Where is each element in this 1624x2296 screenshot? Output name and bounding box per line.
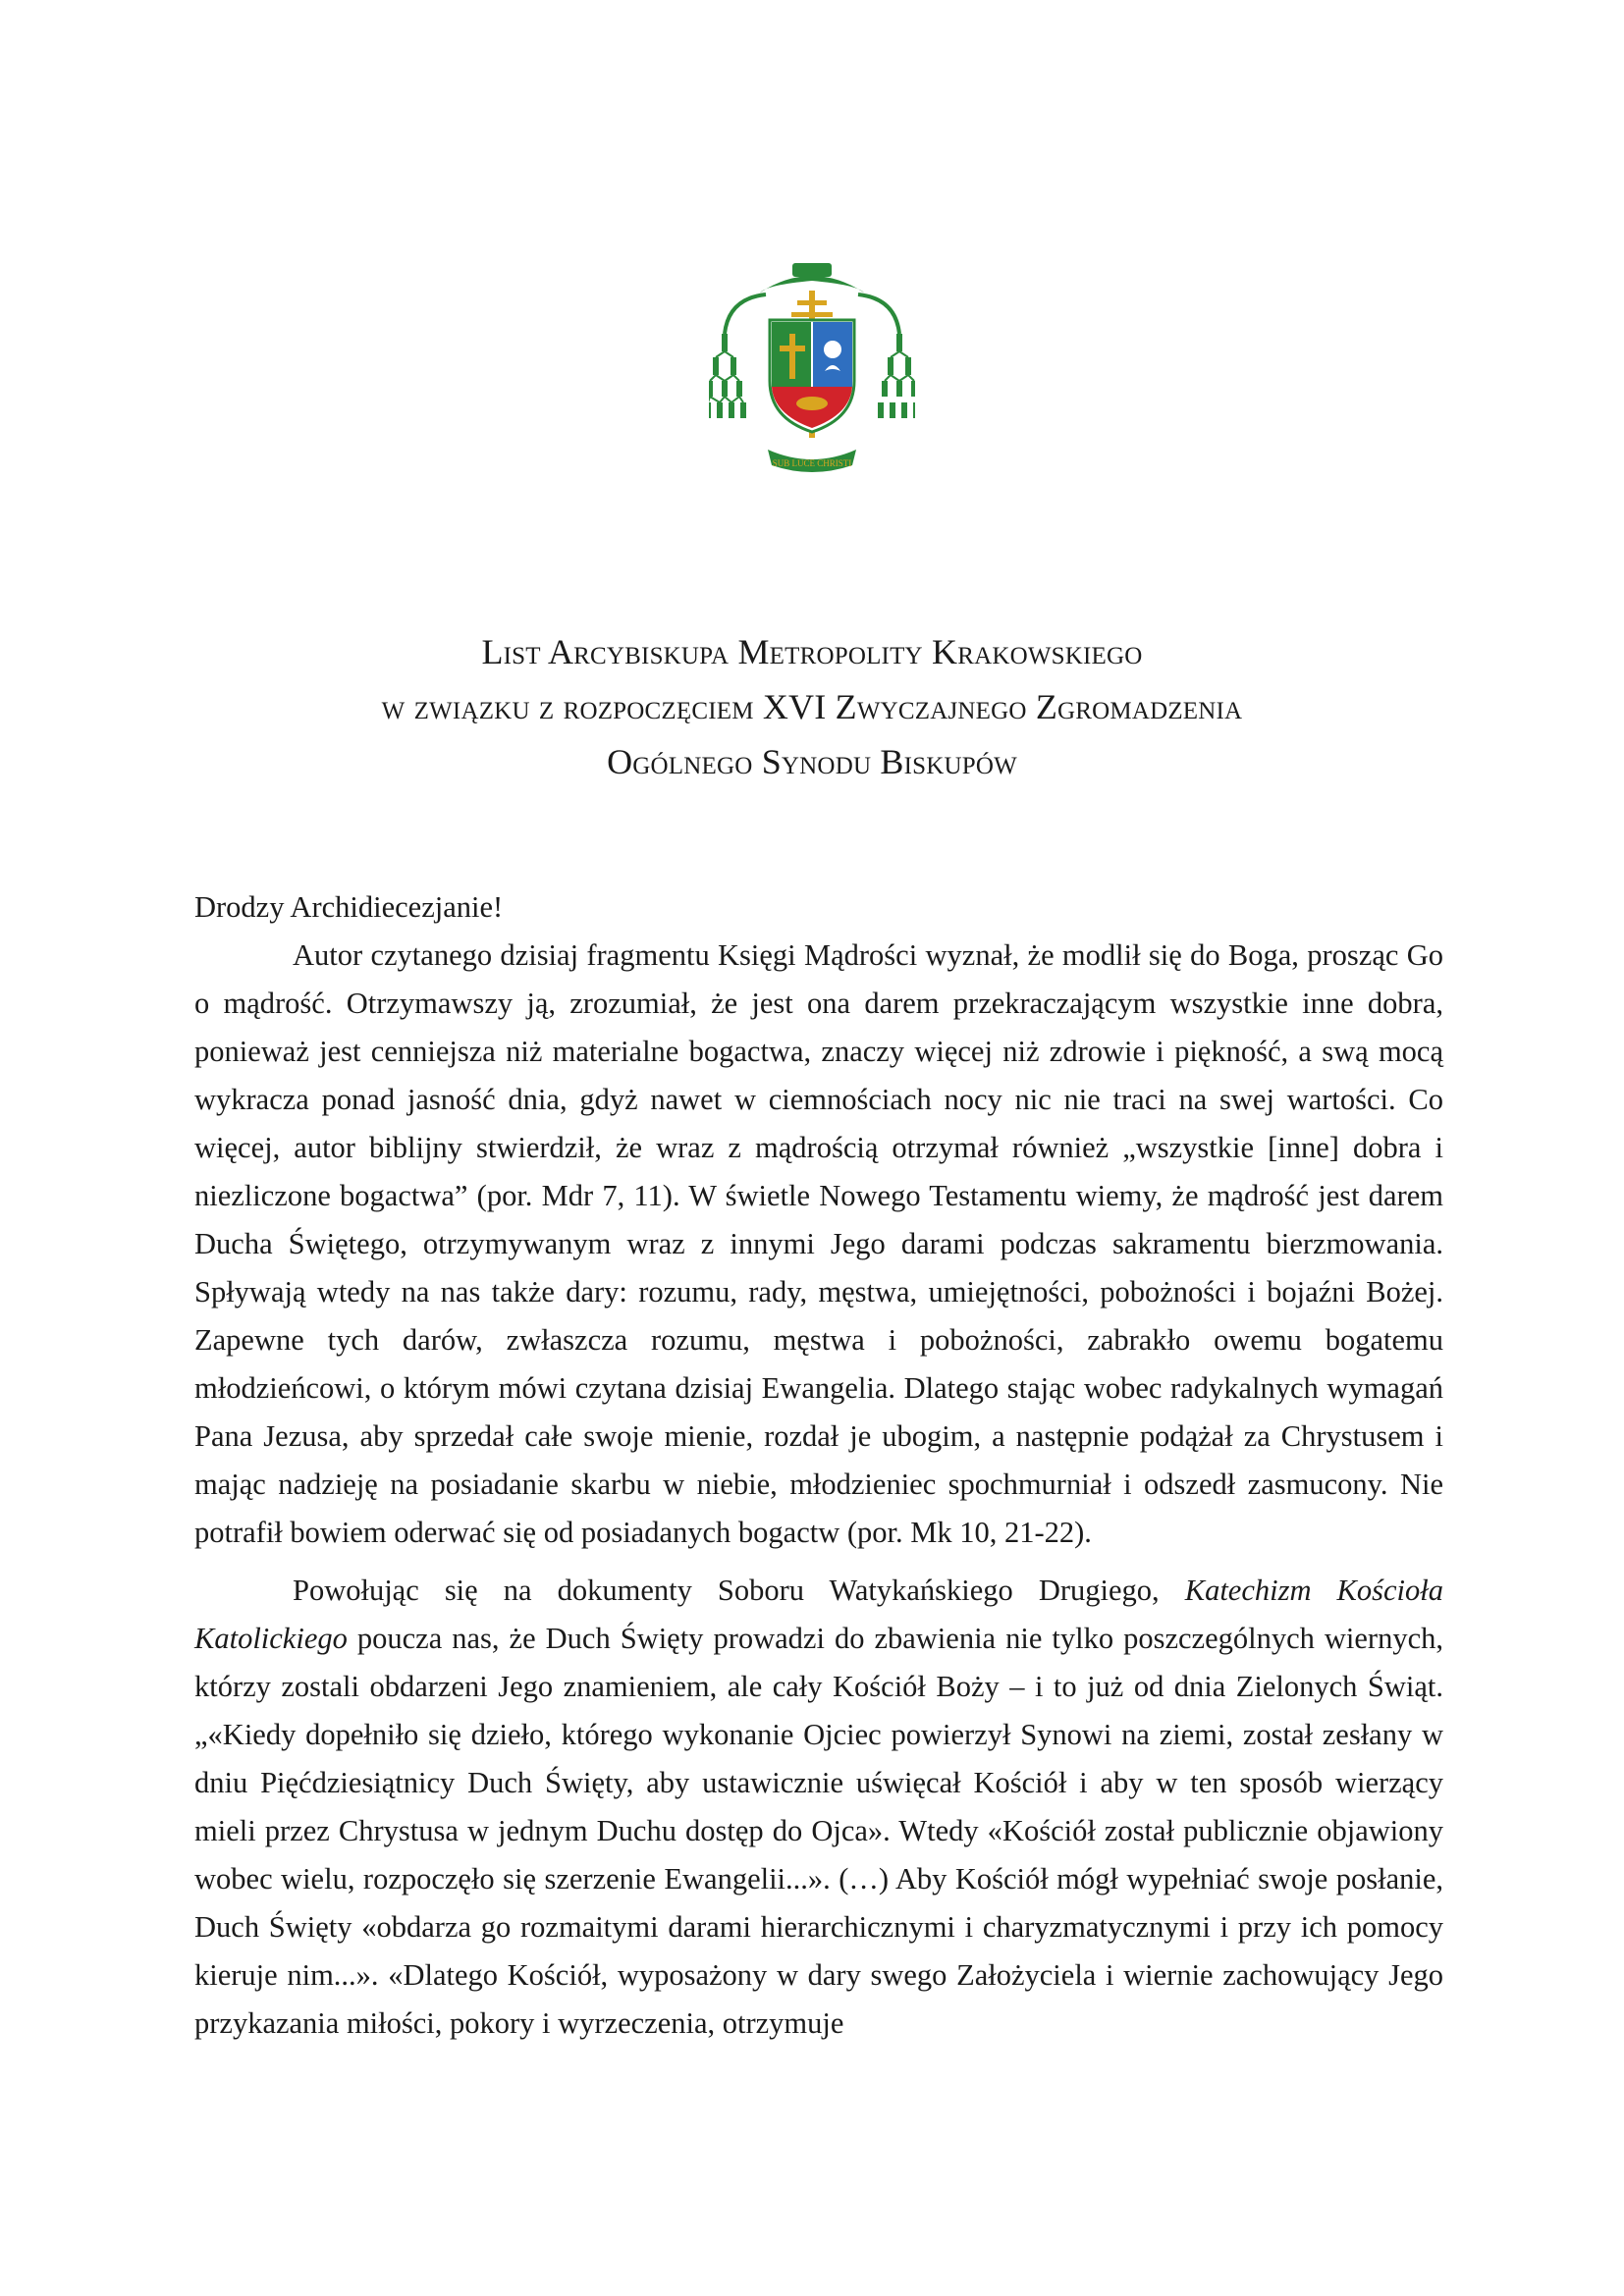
paragraph-2 [194, 1567, 1443, 2048]
letter-body [194, 883, 1443, 2048]
title-line-2: w związku z rozpoczęciem XVI Zwyczajnego Zgromadzenia [381, 687, 1243, 726]
coat-of-arms-image [709, 251, 915, 477]
letter-title [157, 624, 1467, 789]
paragraph-1: Autor czytanego dzisiaj fragmentu Księgi Mądrości wyznał, że modlił się do Boga, prosząc Go o mądrość. Otrzymawszy ją, zrozumiał, że jest ona darem przekraczającym wszystkie inne dobra, ponieważ jest cenniejsza niż materialne bogactwa, znaczy więcej niż zdrowie i piękność, a swą mocą wykracza ponad jasność dnia, gdyż nawet w ciemnościach nocy nic nie traci na swej wartości. Co więcej, autor biblijny stwierdził, że wraz z mądrością otrzymał również „wszystkie [inne] dobra i niezliczone bogactwa” (por. Mdr 7, 11). W świetle Nowego Testamentu wiemy, że mądrość jest darem Ducha Świętego, otrzymywanym wraz z innymi Jego darami podczas sakramentu bierzmowania. Spływają wtedy na nas także dary: rozumu, rady, męstwa, umiejętności, pobożności i bojaźni Bożej. Zapewne tych darów, zwłaszcza rozumu, męstwa i pobożności, zabrakło owemu bogatemu młodzieńcowi, o którym mówi czytana dzisiaj Ewangelia. Dlatego stając wobec radykalnych wymagań Pana Jezusa, aby sprzedał całe swoje mienie, rozdał je ubogim, a następnie podążał za Chrystusem i mając nadzieję na posiadanie skarbu w niebie, młodzieniec spochmurniał i odszedł zasmucony. Nie potrafił bowiem oderwać się od posiadanych bogactw (por. Mk 10, 21-22). [194, 938, 1443, 1549]
paragraph-2-start: Powołując się na dokumenty Soboru Watykańskiego Drugiego, [293, 1574, 1185, 1607]
title-line-3: Ogólnego Synodu Biskupów [607, 742, 1017, 781]
paragraph-2-rest: poucza nas, że Duch Święty prowadzi do zbawienia nie tylko poszczególnych wiernych, którzy zostali obdarzeni Jego znamieniem, ale cały Kościół Boży – i to już od dnia Zielonych Świąt. „«Kiedy dopełniło się dzieło, którego wykonanie Ojciec powierzył Synowi na ziemi, został zesłany w dniu Pięćdziesiątnicy Duch Święty, aby ustawicznie uświęcał Kościół i aby w ten sposób wierzący mieli przez Chrystusa w jednym Duchu dostęp do Ojca». Wtedy «Kościół został publicznie objawiony wobec wielu, rozpoczęło się szerzenie Ewangelii...». (…) Aby Kościół mógł wypełniać swoje posłanie, Duch Święty «obdarza go rozmaitymi darami hierarchicznymi i charyzmatycznymi i przy ich pomocy kieruje nim...». «Dlatego Kościół, wyposażony w dary swego Założyciela i wiernie zachowujący Jego przykazania miłości, pokory i wyrzeczenia, otrzymuje [194, 1622, 1443, 2040]
motto-text: SUB LUCE CHRISTI [772, 458, 852, 468]
title-line-1: List Arcybiskupa Metropolity Krakowskiego [481, 632, 1143, 671]
greeting: Drodzy Archidiecezjanie! [194, 890, 504, 924]
catechism-title: Katechizm Kościoła Katolickiego [194, 1574, 1443, 1655]
